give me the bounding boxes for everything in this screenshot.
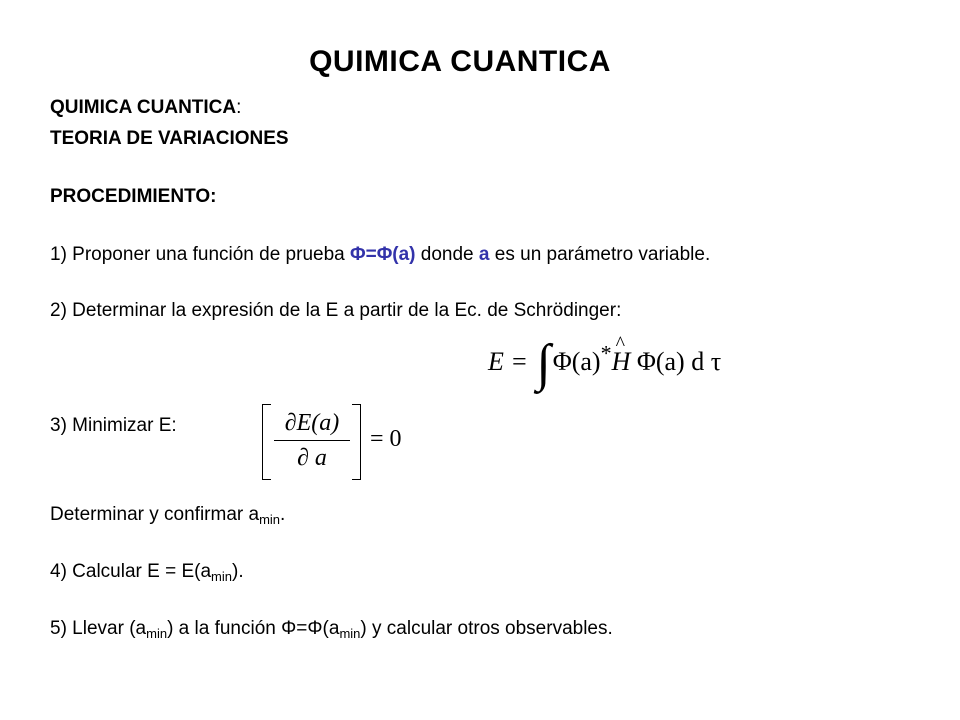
subtitle-colon: : — [236, 97, 242, 118]
equals-zero: = 0 — [370, 426, 402, 452]
left-bracket — [262, 404, 271, 480]
energy-lhs: E = — [488, 347, 528, 376]
subtitle-quimica-text: QUIMICA CUANTICA — [50, 97, 237, 118]
step-4-end: ). — [232, 561, 244, 582]
right-bracket — [352, 404, 361, 480]
step-1-middle: donde — [415, 244, 479, 265]
derivative-numerator: ∂E(a) — [284, 410, 340, 436]
step-3-label: 3) Minimizar E: — [50, 415, 177, 436]
subtitle-teoria: TEORIA DE VARIACIONES — [50, 128, 289, 149]
step-5 — [50, 618, 613, 640]
hamiltonian: ^ H — [612, 347, 631, 377]
phi-function: Φ(a) d τ — [636, 347, 722, 376]
step-4-sub: min — [211, 569, 232, 584]
minimization-equation — [262, 404, 412, 480]
step-4-text: 4) Calcular E = E(a — [50, 561, 212, 582]
step-4 — [50, 561, 244, 583]
variable-parameter: a — [478, 244, 490, 265]
fraction-bar — [274, 440, 350, 441]
energy-equation — [488, 335, 722, 392]
derivative-denominator: ∂ a — [297, 445, 327, 471]
step-1-prefix: 1) Proponer una función de prueba — [50, 244, 350, 265]
step-5-sub2: min — [339, 626, 361, 641]
confirm-sub: min — [259, 512, 281, 527]
confirm-end: . — [280, 504, 286, 525]
phi-conjugate: Φ(a) — [552, 347, 601, 376]
slide-title: QUIMICA CUANTICA — [309, 45, 611, 78]
trial-function: Φ=Φ(a) — [350, 244, 416, 265]
step-5-end: ) y calcular otros observables. — [360, 618, 613, 639]
confirm-line — [50, 504, 285, 526]
step-5-text: 5) Llevar (a — [50, 618, 147, 639]
step-2: 2) Determinar la expresión de la E a partir de la Ec. de Schrödinger: — [50, 300, 622, 321]
step-5-mid: ) a la función Φ=Φ(a — [167, 618, 340, 639]
integral-sign: ∫ — [536, 335, 551, 392]
conjugate-star: * — [600, 340, 612, 366]
confirm-text: Determinar y confirmar a — [50, 504, 260, 525]
step-1-suffix: es un parámetro variable. — [489, 244, 711, 265]
procedure-heading: PROCEDIMIENTO: — [50, 186, 217, 207]
step-5-sub1: min — [146, 626, 168, 641]
subtitle-quimica — [50, 97, 241, 119]
partial-derivative — [272, 408, 352, 473]
step-1 — [50, 244, 710, 266]
